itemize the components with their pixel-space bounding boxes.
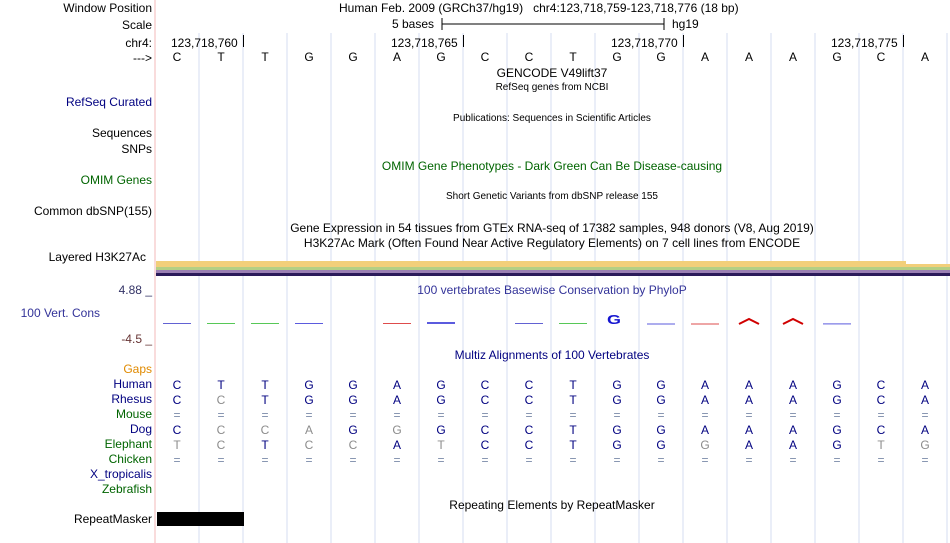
coordinate-tick [683,35,684,47]
reference-base: G [304,50,314,64]
coordinate-tick-label: 123,718,770 [611,36,678,50]
snps-label[interactable]: SNPs [121,142,152,156]
alignment-base: = [745,453,753,467]
alignment-base: C [876,423,886,437]
alignment-base: = [789,408,797,422]
alignment-base: A [920,423,930,437]
alignment-base: = [525,408,533,422]
alignment-base: C [876,393,886,407]
alignment-base: G [612,393,622,407]
alignment-base: = [349,408,357,422]
alignment-base: G [436,393,446,407]
species-label[interactable]: Mouse [115,407,152,421]
alignment-base: = [789,453,797,467]
alignment-base: C [304,438,314,452]
alignment-base: = [261,408,269,422]
alignment-base: A [392,393,402,407]
dbsnp-track-title[interactable]: Short Genetic Variants from dbSNP release 155 [446,191,658,202]
phylop-conservation-logo [156,300,950,330]
alignment-base: T [569,378,577,392]
alignment-base: = [437,408,445,422]
scale-label: Scale [121,18,152,32]
conservation-mark [295,323,323,324]
species-label[interactable]: Human [113,377,152,391]
coordinate-tick-label: 123,718,760 [171,36,238,50]
scale-bar [440,16,670,32]
conservation-mark [647,324,675,325]
alignment-base: C [172,423,182,437]
alignment-base: G [348,393,358,407]
alignment-base: C [172,378,182,392]
alignment-base: T [261,438,269,452]
repeatmasker-track-title[interactable]: Repeating Elements by RepeatMasker [449,498,655,512]
vert-cons-label[interactable]: 100 Vert. Cons [20,306,100,320]
species-label[interactable]: Zebrafish [101,482,152,496]
coordinate-tick-label: 123,718,775 [831,36,898,50]
conservation-mark [739,319,759,324]
alignment-base: A [700,393,710,407]
alignment-base: = [613,408,621,422]
conservation-mark [823,323,851,324]
alignment-base: G [656,393,666,407]
species-label[interactable]: Elephant [104,437,152,451]
alignment-base: G [832,438,842,452]
multiz-track-title[interactable]: Multiz Alignments of 100 Vertebrates [454,348,650,362]
alignment-base: G [392,423,402,437]
alignment-base: C [480,423,490,437]
coordinate-tick [903,35,904,47]
repeatmasker-label[interactable]: RepeatMasker [73,512,152,526]
alignment-base: = [217,408,225,422]
alignment-base: G [612,423,622,437]
conservation-mark [251,323,279,324]
window-position-value: Human Feb. 2009 (GRCh37/hg19) chr4:123,718,759-123,718,776 (18 bp) [339,1,739,15]
repeat-element-block[interactable] [157,512,244,526]
alignment-base: = [657,453,665,467]
alignment-base: = [481,453,489,467]
reference-base: C [876,50,886,64]
alignment-base: A [788,423,798,437]
alignment-base: G [832,423,842,437]
gencode-track-title[interactable]: GENCODE V49lift37 [496,66,608,80]
alignment-base: C [216,423,226,437]
species-label[interactable]: Dog [129,422,152,436]
alignment-base: = [481,408,489,422]
alignment-base: G [656,423,666,437]
alignment-base: A [744,438,754,452]
species-label[interactable]: Chicken [108,452,152,466]
conservation-mark [607,313,621,327]
omim-genes-label[interactable]: OMIM Genes [80,173,152,187]
alignment-base: G [348,378,358,392]
alignment-base: = [305,453,313,467]
alignment-base: C [876,378,886,392]
alignment-base: A [788,378,798,392]
alignment-base: T [217,378,225,392]
alignment-base: = [921,453,929,467]
alignment-base: = [701,408,709,422]
phylop-min-label: -4.5 _ [121,332,152,346]
alignment-base: = [921,408,929,422]
alignment-base: G [920,438,930,452]
alignment-base: C [480,378,490,392]
alignment-base: = [173,408,181,422]
alignment-base: C [260,423,270,437]
conservation-mark [207,323,235,324]
refseq-curated-label[interactable]: RefSeq Curated [65,95,152,109]
phylop-track-title[interactable]: 100 vertebrates Basewise Conservation by PhyloP [417,283,687,297]
alignment-base: C [216,438,226,452]
alignment-base: G [436,423,446,437]
reference-base: C [524,50,534,64]
phylop-max-label: 4.88 _ [118,283,152,297]
alignment-base: T [877,438,885,452]
reference-base: A [744,50,754,64]
alignment-base: T [261,393,269,407]
reference-base: T [261,50,269,64]
alignment-base: = [569,453,577,467]
alignment-base: = [393,453,401,467]
alignment-base: = [393,408,401,422]
alignment-base: = [173,453,181,467]
alignment-base: G [700,438,710,452]
alignment-base: C [524,393,534,407]
reference-base: G [348,50,358,64]
refseq-subtitle: RefSeq genes from NCBI [495,82,609,93]
alignment-base: G [304,378,314,392]
alignment-base: = [833,453,841,467]
conservation-mark [427,322,455,324]
conservation-mark [559,323,587,324]
conservation-mark [383,323,411,324]
coordinate-tick [243,35,244,47]
strand-label: ---> [133,51,152,65]
alignment-base: G [304,393,314,407]
alignment-base: = [305,408,313,422]
alignment-base: = [877,408,885,422]
alignment-base: C [348,438,358,452]
alignment-base: T [173,438,181,452]
alignment-base: = [569,408,577,422]
alignment-base: = [261,453,269,467]
alignment-base: A [788,393,798,407]
publications-track-title[interactable]: Publications: Sequences in Scientific Articles [453,113,651,124]
reference-base: A [700,50,710,64]
reference-base: T [217,50,225,64]
sequences-label[interactable]: Sequences [91,126,152,140]
alignment-base: = [437,453,445,467]
alignment-base: A [744,423,754,437]
scale-text: 5 bases [392,17,435,31]
common-dbsnp-label[interactable]: Common dbSNP(155) [33,204,152,218]
conservation-mark [691,324,719,325]
alignment-base: A [744,393,754,407]
alignment-base: = [525,453,533,467]
alignment-base: C [524,423,534,437]
alignment-base: G [832,393,842,407]
reference-base: A [392,50,402,64]
alignment-base: = [657,408,665,422]
reference-base: C [480,50,490,64]
alignment-base: A [392,378,402,392]
alignment-base: C [524,438,534,452]
alignment-base: = [833,408,841,422]
reference-base: A [920,50,930,64]
species-label[interactable]: X_tropicalis [89,467,152,481]
gtex-track-title[interactable]: Gene Expression in 54 tissues from GTEx RNA-seq of 17382 samples, 948 donors (V8, Aug 2019) [290,221,814,235]
reference-base: C [172,50,182,64]
species-label[interactable]: Gaps [123,362,152,376]
alignment-base: = [745,408,753,422]
alignment-base: T [569,423,577,437]
reference-base: A [788,50,798,64]
alignment-base: G [348,423,358,437]
alignment-base: T [569,393,577,407]
alignment-base: C [480,393,490,407]
scale-assembly: hg19 [672,17,699,31]
alignment-base: C [480,438,490,452]
alignment-base: A [788,438,798,452]
alignment-base: A [920,393,930,407]
alignment-base: G [656,378,666,392]
alignment-base: G [612,378,622,392]
coordinate-tick-label: 123,718,765 [391,36,458,50]
alignment-base: T [261,378,269,392]
h3k27ac-track-title[interactable]: H3K27Ac Mark (Often Found Near Active Regulatory Elements) on 7 cell lines from ENCODE [303,236,801,250]
alignment-base: = [613,453,621,467]
alignment-base: = [701,453,709,467]
alignment-base: C [216,393,226,407]
alignment-base: G [612,438,622,452]
alignment-base: A [700,378,710,392]
alignment-base: = [349,453,357,467]
alignment-base: G [656,438,666,452]
coordinate-tick [463,35,464,47]
alignment-base: T [437,438,445,452]
reference-base: G [656,50,666,64]
alignment-base: A [392,438,402,452]
reference-base: G [612,50,622,64]
reference-base: G [832,50,842,64]
reference-base: T [569,50,577,64]
reference-base: G [436,50,446,64]
alignment-base: G [436,378,446,392]
omim-track-title[interactable]: OMIM Gene Phenotypes - Dark Green Can Be Disease-causing [381,159,723,173]
layered-h3k27ac-label[interactable]: Layered H3K27Ac [48,250,146,264]
alignment-base: T [569,438,577,452]
alignment-base: = [217,453,225,467]
conservation-mark [163,323,191,324]
species-label[interactable]: Rhesus [111,392,152,406]
alignment-base: G [832,378,842,392]
conservation-mark [515,323,543,324]
alignment-base: C [172,393,182,407]
alignment-base: A [304,423,314,437]
conservation-mark [783,319,803,324]
svg-text:G: G [607,313,621,328]
alignment-base: A [700,423,710,437]
alignment-base: A [920,378,930,392]
alignment-base: C [524,378,534,392]
window-position-label: Window Position [63,1,152,15]
chrom-label: chr4: [125,36,152,50]
alignment-base: = [877,453,885,467]
alignment-base: A [744,378,754,392]
